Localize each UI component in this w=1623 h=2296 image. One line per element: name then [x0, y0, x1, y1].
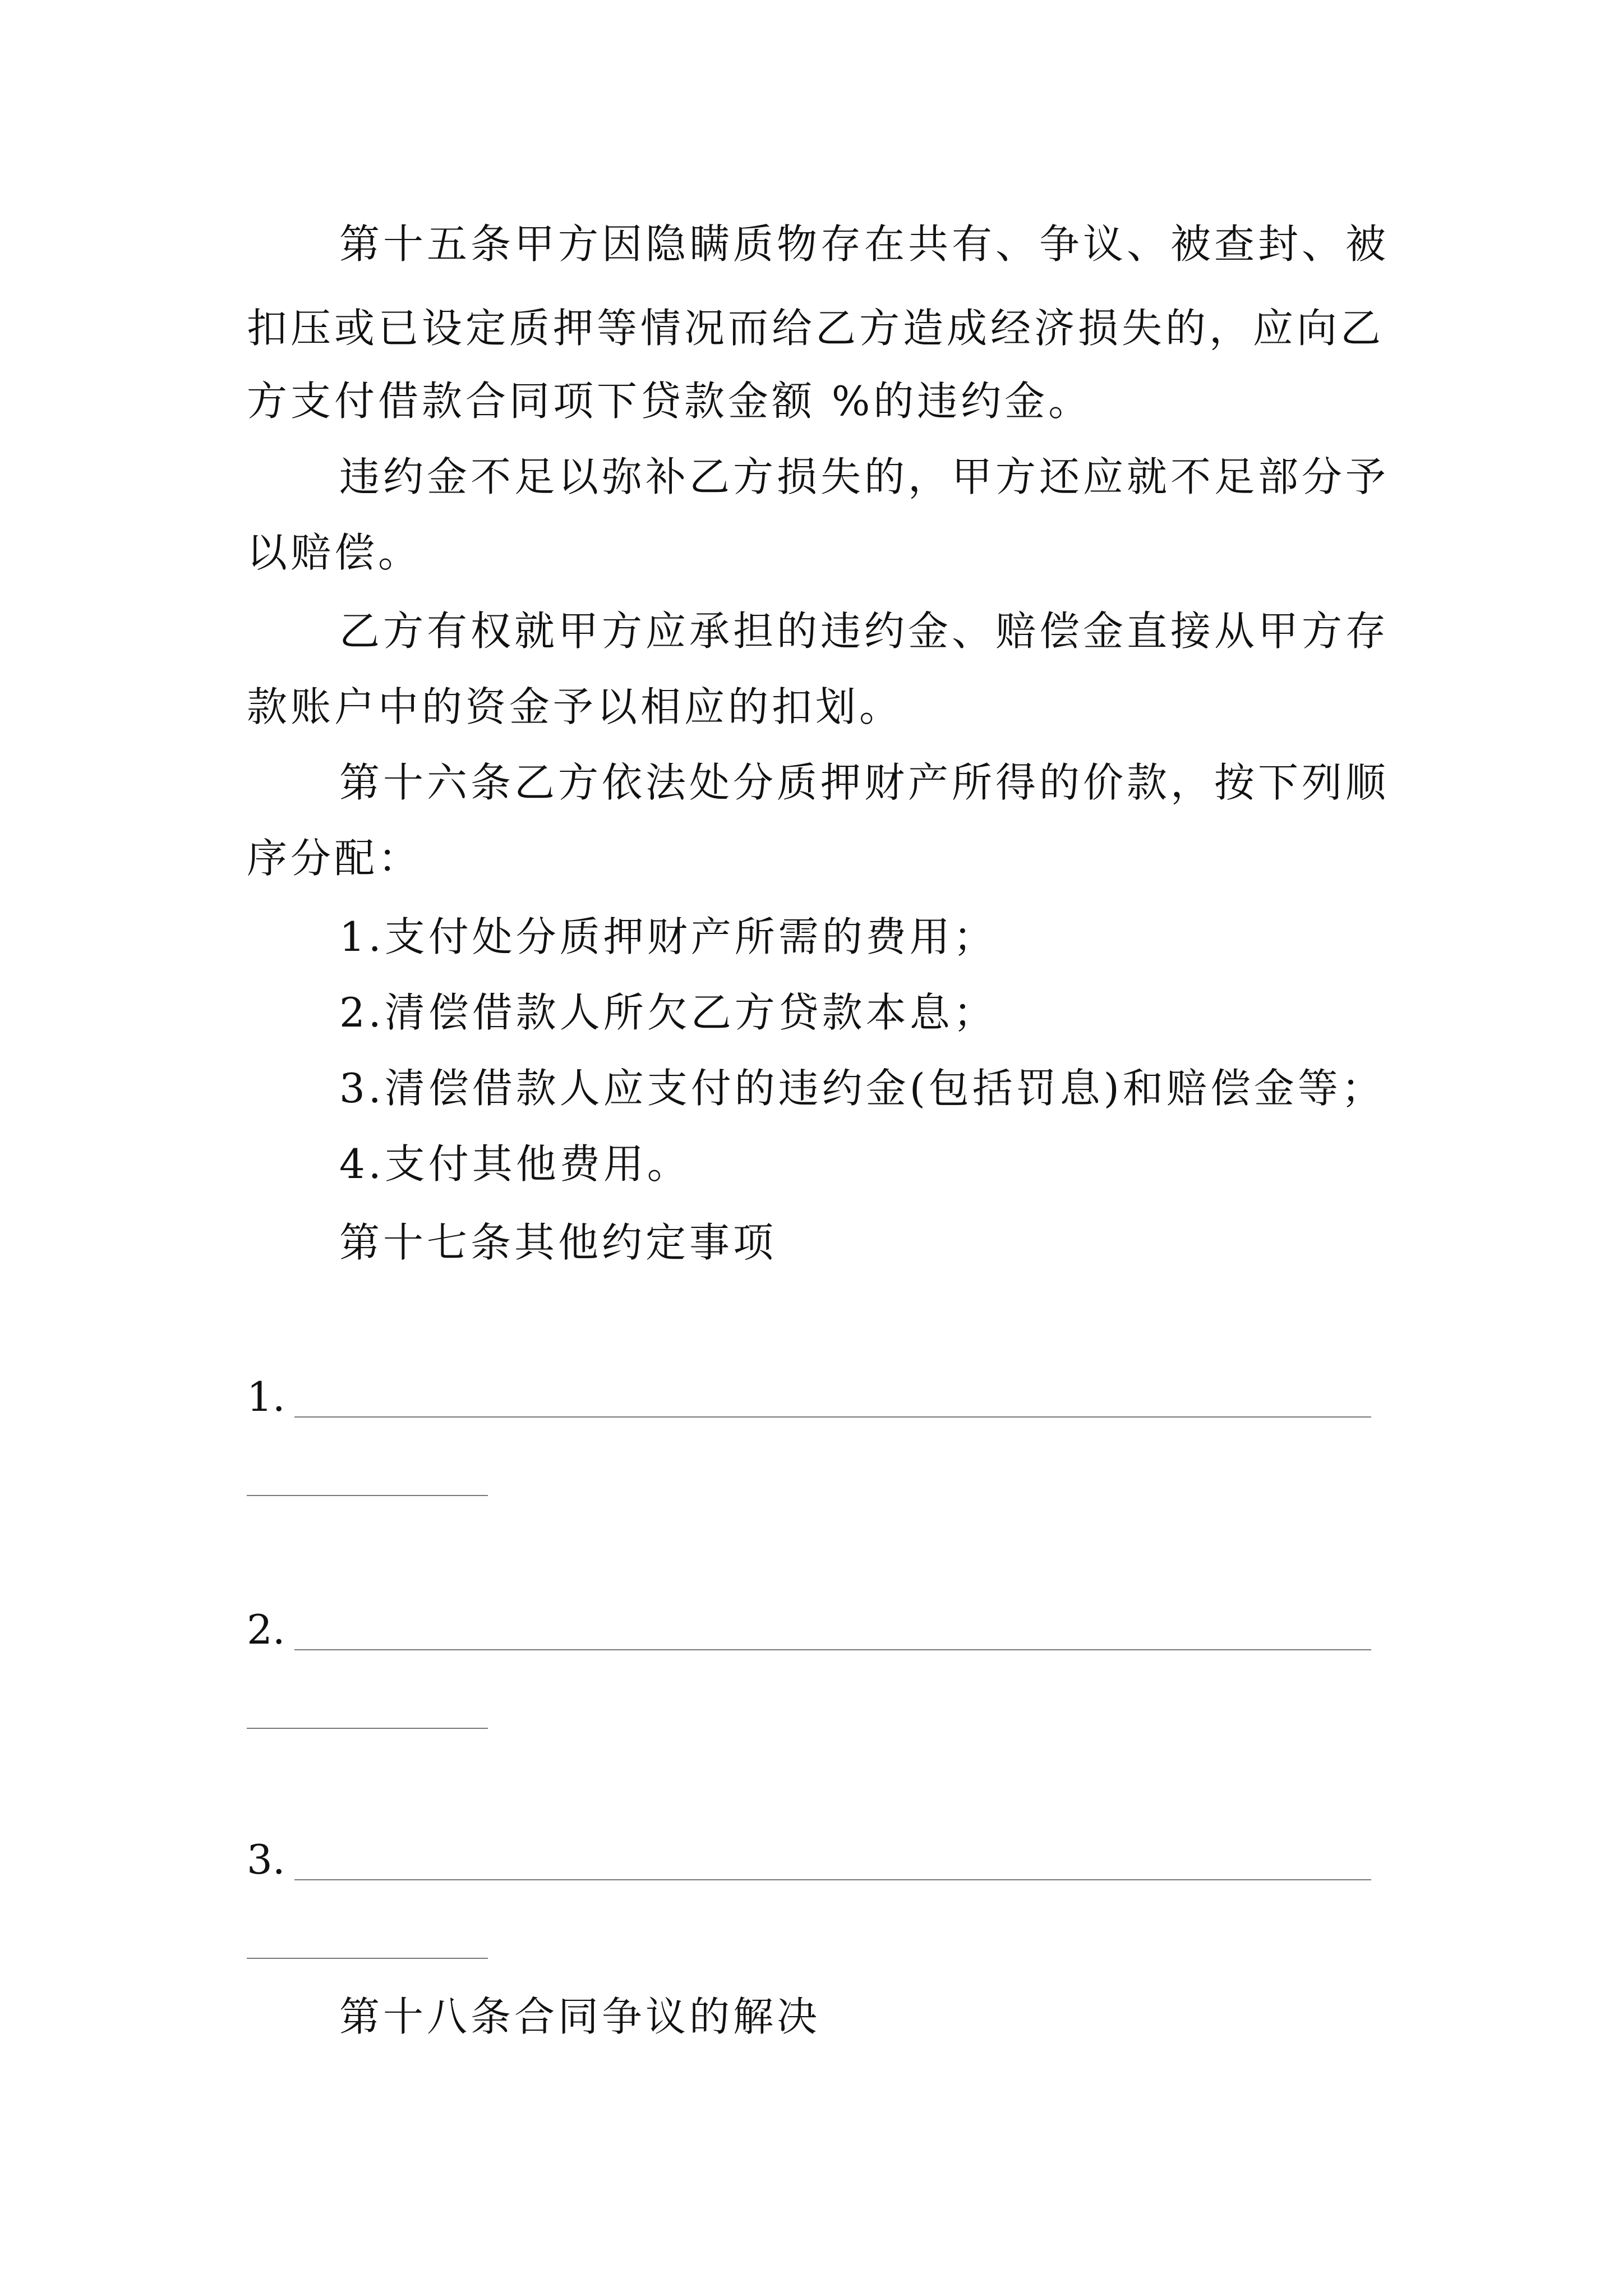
blank-item-3-number: 3.: [247, 1836, 285, 1883]
article-15-line-2: 扣压或已设定质押等情况而给乙方造成经济损失的，应向乙: [247, 305, 1385, 352]
blank-item-1-fill-line[interactable]: [294, 1416, 1371, 1418]
article-18-heading: 第十八条合同争议的解决: [339, 1993, 821, 2040]
blank-item-1-continuation-line[interactable]: [247, 1495, 488, 1496]
article-15-line-3: 方支付借款合同项下贷款金额 %的违约金。: [247, 378, 1092, 425]
blank-item-2-continuation-line[interactable]: [247, 1728, 488, 1729]
blank-item-3-fill-line[interactable]: [294, 1879, 1371, 1880]
distribution-item-1: 1.支付处分质押财产所需的费用；: [339, 913, 997, 960]
blank-item-1-number: 1.: [247, 1373, 285, 1420]
blank-item-2-fill-line[interactable]: [294, 1649, 1371, 1650]
article-17-heading: 第十七条其他约定事项: [339, 1219, 777, 1266]
article-16-line-1: 第十六条乙方依法处分质押财产所得的价款，按下列顺: [339, 759, 1390, 806]
deduction-paragraph-line-2: 款账户中的资金予以相应的扣划。: [247, 683, 903, 730]
deduction-paragraph-line-1: 乙方有权就甲方应承担的违约金、赔偿金直接从甲方存: [339, 608, 1390, 655]
article-15-line-1: 第十五条甲方因隐瞒质物存在共有、争议、被查封、被: [339, 220, 1390, 268]
blank-item-2-number: 2.: [247, 1606, 285, 1653]
distribution-item-3: 3.清偿借款人应支付的违约金(包括罚息)和赔偿金等；: [339, 1065, 1385, 1112]
penalty-paragraph-line-1: 违约金不足以弥补乙方损失的，甲方还应就不足部分予: [339, 453, 1390, 500]
distribution-item-4: 4.支付其他费用。: [339, 1140, 691, 1188]
penalty-paragraph-line-2: 以赔偿。: [247, 529, 422, 576]
blank-item-3-continuation-line[interactable]: [247, 1958, 488, 1959]
distribution-item-2: 2.清偿借款人所欠乙方贷款本息；: [339, 989, 997, 1036]
article-16-line-2: 序分配：: [247, 835, 422, 882]
